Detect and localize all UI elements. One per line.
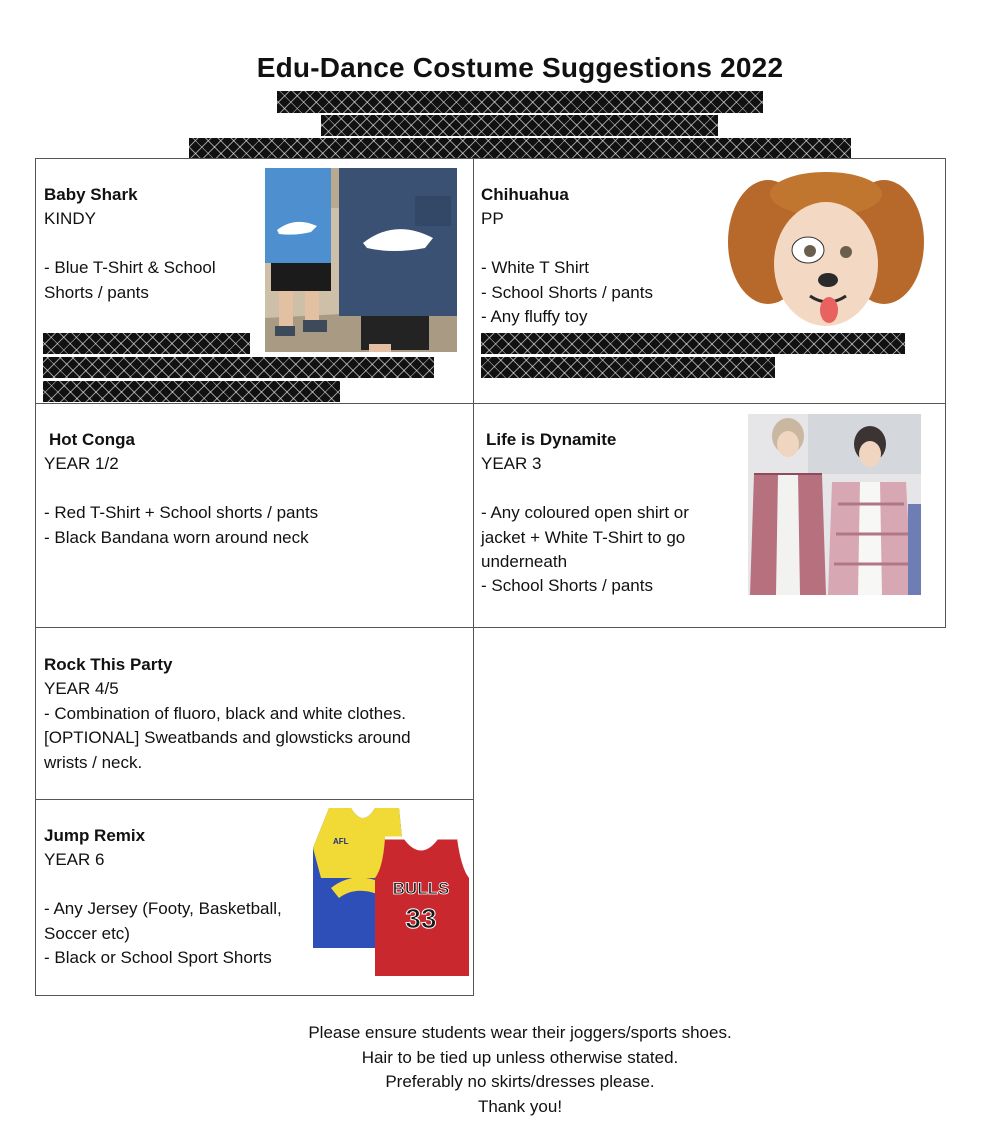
- costume-item: Soccer etc): [44, 923, 130, 943]
- page-title: Edu-Dance Costume Suggestions 2022: [256, 52, 784, 83]
- costume-text-life-is-dynamite: [481, 428, 741, 599]
- footer-notes: [0, 1021, 991, 1119]
- footer-line: Please ensure students wear their joggers/sports shoes.: [308, 1023, 732, 1042]
- jersey-team-text: BULLS: [392, 879, 450, 898]
- costume-name: Rock This Party: [44, 655, 173, 674]
- costume-text-rock-this-party: [44, 653, 469, 775]
- costume-text-jump-remix: [44, 824, 314, 970]
- costume-item: [OPTIONAL] Sweatbands and glowsticks around: [44, 728, 411, 748]
- costume-text-hot-conga: [44, 428, 464, 550]
- baby-shark-photo: [265, 168, 457, 352]
- life-is-dynamite-photo: [748, 414, 921, 595]
- costume-grade: YEAR 4/5: [44, 679, 119, 699]
- costume-item: underneath: [481, 552, 568, 572]
- costume-grade: YEAR 3: [481, 454, 542, 474]
- costume-text-baby-shark: [44, 183, 264, 305]
- costume-name: Chihuahua: [481, 185, 569, 204]
- costume-name: Jump Remix: [44, 826, 146, 845]
- costume-item: - Black or School Sport Shorts: [44, 948, 272, 968]
- footer-line: Thank you!: [477, 1096, 563, 1116]
- costume-item: - Any fluffy toy: [481, 307, 588, 327]
- costume-item: - Any coloured open shirt or: [481, 503, 689, 523]
- redacted-note-baby-shark-2: [43, 357, 434, 378]
- costume-item: - School Shorts / pants: [481, 576, 653, 596]
- redacted-note-chihuahua-1: [481, 333, 905, 354]
- footer-line: Preferably no skirts/dresses please.: [385, 1072, 655, 1091]
- costume-item: - Combination of fluoro, black and white clothes.: [44, 703, 406, 723]
- costume-item: - School Shorts / pants: [481, 282, 653, 302]
- redacted-note-baby-shark-3: [43, 381, 340, 402]
- jersey-number-text: 33: [405, 903, 437, 934]
- jersey-logo-text: AFL: [333, 837, 349, 846]
- costume-item: - White T Shirt: [481, 258, 590, 278]
- costume-item: Shorts / pants: [44, 282, 149, 302]
- costume-item: jacket + White T-Shirt to go: [481, 527, 686, 547]
- costume-grade: YEAR 1/2: [44, 454, 119, 474]
- redacted-header-line-3: [189, 138, 851, 159]
- costume-name: Baby Shark: [44, 185, 138, 204]
- costume-item: - Red T-Shirt + School shorts / pants: [44, 503, 319, 523]
- jerseys-photo: [311, 808, 471, 980]
- costume-grade: YEAR 6: [44, 850, 105, 870]
- costume-item: - Blue T-Shirt & School: [44, 258, 216, 278]
- redacted-header-line-2: [321, 115, 718, 136]
- costume-item: wrists / neck.: [44, 752, 143, 772]
- costume-grade: PP: [481, 209, 504, 229]
- redacted-note-baby-shark-1: [43, 333, 250, 354]
- costume-name: Hot Conga: [49, 430, 135, 449]
- chihuahua-face-photo: [726, 172, 926, 330]
- costume-item: - Any Jersey (Footy, Basketball,: [44, 899, 282, 919]
- redacted-header-line-1: [277, 91, 763, 113]
- costume-item: - Black Bandana worn around neck: [44, 527, 309, 547]
- costume-name: Life is Dynamite: [486, 430, 617, 449]
- costume-text-chihuahua: [481, 183, 721, 329]
- costume-grade: KINDY: [44, 209, 96, 229]
- footer-line: Hair to be tied up unless otherwise stated.: [361, 1047, 679, 1067]
- redacted-note-chihuahua-2: [481, 357, 775, 378]
